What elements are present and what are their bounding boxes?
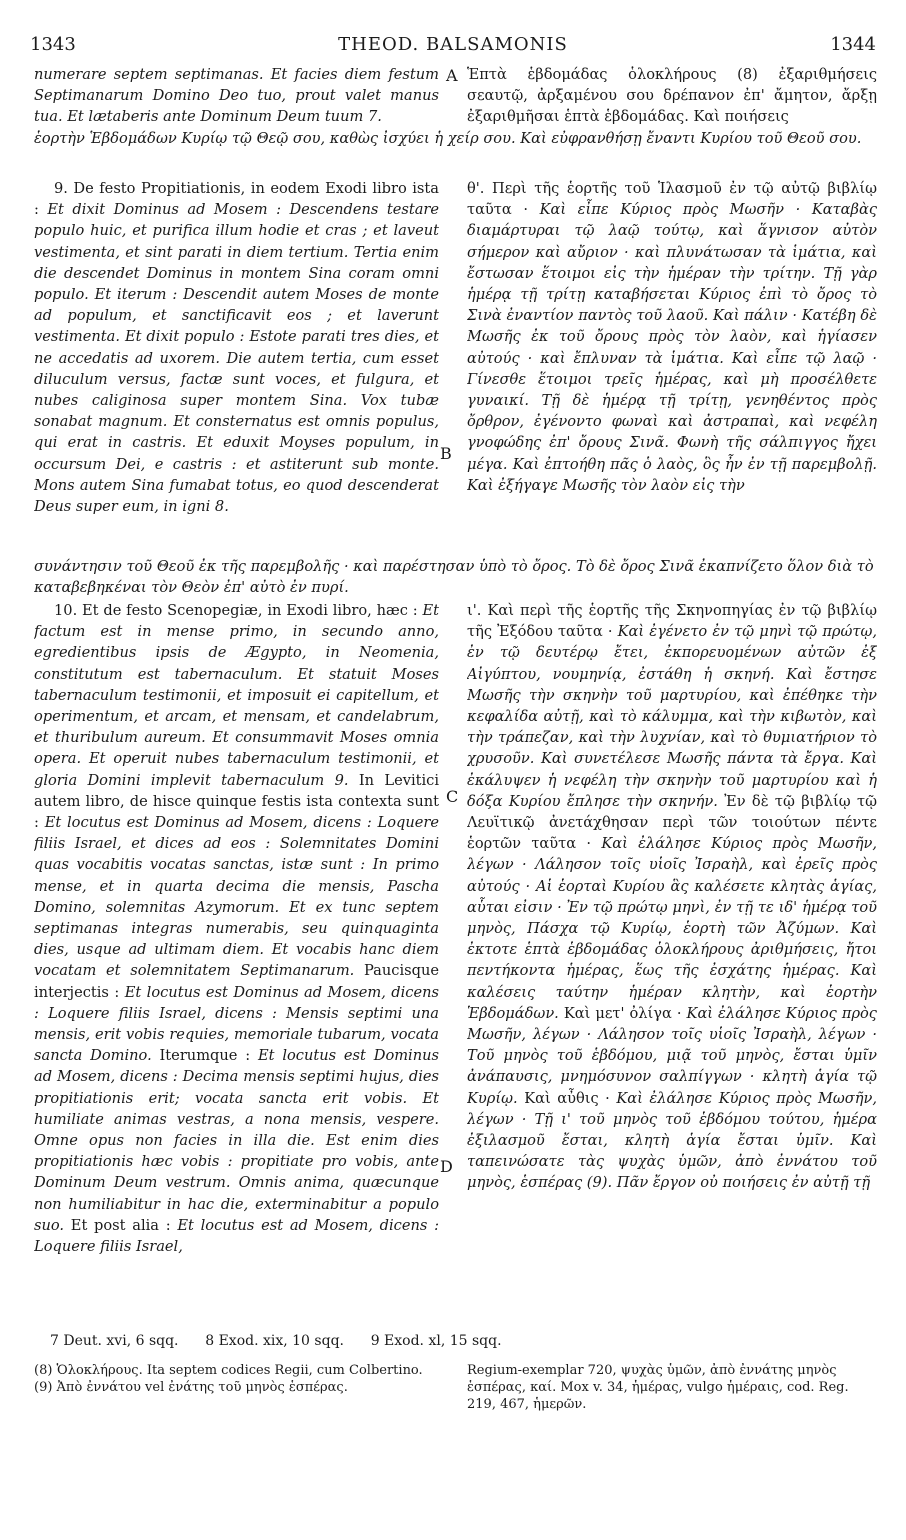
running-title: THEOD. BALSAMONIS [338, 34, 568, 55]
footnotes [50, 1333, 870, 1349]
greek-crossline-2: συνάντησιν τοῦ Θεοῦ ἐκ τῆς παρεμβολῆς · καὶ παρέστησαν ὑπὸ τὸ ὄρος. Τὸ δὲ ὄρος Σινᾶ ἐκαπνίζετο ὅλον διὰ τὸ καταβεβηκέναι τὸν Θεὸν ἐπ' αὐτὸ ἐν πυρί. [34, 558, 874, 597]
critical-notes-right: Regium-exemplar 720, ψυχὰς ὑμῶν, ἀπὸ ἐννάτης μηνὸς ἑσπέρας, καί. Mox v. 34, ἡμέρας, vulgo ἡμέραις, cod. Reg. 219, 467, ἡμερῶν. [467, 1363, 849, 1412]
latin-section-10-link-4: Et post alia : [70, 1216, 171, 1234]
footnote-8: 8 Exod. xix, 10 sqq. [205, 1333, 344, 1349]
latin-section-9-heading: 9. De festo Propitiationis, in eodem Exodi libro ista : [34, 180, 439, 219]
greek-section-10-link-2: Καὶ μετ' ὀλίγα · [563, 1004, 682, 1022]
greek-column-top [467, 64, 877, 128]
latin-section-10-text-1: Et factum est in mense primo, in secundo anno, egredientibus ipsis de Ægypto, in Neomenia, constitutum est tabernaculum. Et statuit Moses tabernaculum testimonii, et imposuit ei capitellum, et operimentum, et arcam, et mensam, et candelabrum, et thuribulum aureum. Et consummavit Moses omnia opera. Et operuit nubes tabernaculum testimonii, et gloria Domini implevit tabernaculum 9. [34, 602, 439, 789]
greek-section-10-text-1: Καὶ ἐγένετο ἐν τῷ μηνὶ τῷ πρώτῳ, ἐν τῷ δευτέρῳ ἔτει, ἐκπορευομένων αὐτῶν ἐξ Αἰγύπτου, νουμηνίᾳ, ἐστάθη ἡ σκηνή. Καὶ ἔστησε Μωσῆς τὴν σκηνὴν τοῦ μαρτυρίου, καὶ ἐπέθηκε τὴν κεφαλίδα αὐτῇ, καὶ τὸ κάλυμμα, καὶ τὴν κιβωτὸν, καὶ τὴν τράπεζαν, καὶ τὴν λυχνίαν, καὶ τὸ θυμιατήριον τὸ χρυσοῦν. Καὶ συνετέλεσε Μωσῆς πάντα τὰ ἔργα. Καὶ ἐκάλυψεν ἡ νεφέλη τὴν σκηνὴν τοῦ μαρτυρίου καὶ ἡ δόξα Κυρίου ἔπλησε τὴν σκηνήν. [467, 623, 877, 810]
greek-section-10-link-3: Καὶ αὖθις · [524, 1089, 610, 1107]
greek-column-section-9 [467, 178, 877, 556]
page-number-right: 1344 [830, 34, 876, 55]
margin-marker-a: A [446, 66, 458, 85]
greek-section-10-text-2: Καὶ ἐλάλησε Κύριος πρὸς Μωσῆν, λέγων · Λάλησον τοῖς υἱοῖς Ἰσραὴλ, καὶ ἐρεῖς πρὸς αὐτούς · Αἱ ἑορταὶ Κυρίου ἃς καλέσετε κλητὰς ἁγίας, αὗται εἰσιν · Ἐν τῷ πρώτῳ μηνὶ, ἐν τῇ τε ιδ' ἡμέρᾳ τοῦ μηνὸς, Πάσχα τῷ Κυρίῳ, ἑορτὴ τῶν Ἀζύμων. Καὶ ἐκτοτε ἑπτὰ ἑβδομάδας ὁλοκλήρους ἀριθμήσεις, ἤτοι πεντήκοντα ἡμέρας, ἕως τῆς ἐσχάτης ἡμέρας. Καὶ καλέσεις ταύτην ἡμέραν κλητὴν, καὶ ἑορτὴν Ἑβδομάδων. [467, 835, 877, 1022]
greek-column-section-10 [467, 600, 877, 1320]
greek-section-10-text-3: Καὶ ἐλάλησε Κύριος πρὸς Μωσῆν, λέγων · Λάλησον τοῖς υἱοῖς Ἰσραὴλ, λέγων · Τοῦ μηνὸς τοῦ ἑβδόμου, μιᾷ τοῦ μηνὸς, ἔσται ὑμῖν ἀνάπαυσις, μνημόσυνον σαλπίγγων · κλητὴ ἁγία τῷ Κυρίῳ. [467, 1004, 877, 1107]
greek-section-9-heading: θ'. Περὶ τῆς ἑορτῆς τοῦ Ἱλασμοῦ ἐν τῷ αὐτῷ βιβλίῳ ταῦτα · [467, 180, 877, 219]
greek-section-10-text-4: Καὶ ἐλάλησε Κύριος πρὸς Μωσῆν, λέγων · Τῇ ι' τοῦ μηνὸς τοῦ ἑβδόμου τούτου, ἡμέρα ἐξιλασμοῦ ἔσται, κλητὴ ἁγία ἔσται ὑμῖν. Καὶ ταπεινώσατε τὰς ψυχὰς ὑμῶν, ἀπὸ ἐννάτου τοῦ μηνὸς, ἑσπέρας (9). Πᾶν ἔργον οὐ ποιήσεις ἐν αὐτῇ τῇ [467, 1089, 877, 1192]
greek-section-10-link-1: Ἐν δὲ τῷ βιβλίῳ τῷ Λευϊτικῷ ἀνετάχθησαν περὶ τῶν τοιούτων πέντε ἑορτῶν ταῦτα · [467, 792, 877, 853]
latin-column-section-9 [34, 178, 439, 556]
latin-section-10-text-2: Et locutus est Dominus ad Mosem, dicens : Loquere filiis Israel, et dices ad eos : Solemnitates Domini quas vocabitis vocatas sanctas, istæ sunt : In primo mense, et in quarta decima die mensis, Pascha Domino, solemnitas Azymorum. Et ex tunc septem septimanas integras numerabis, seu quinquaginta dies, usque ad ultimam diem. Et vocabis hanc diem vocatam et solemnitatem Septimanarum. [34, 814, 439, 980]
greek-paragraph-1: Ἑπτὰ ἑβδομάδας ὁλοκλήρους (8) ἐξαριθμήσεις σεαυτῷ, ἀρξαμένου σου δρέπανον ἐπ' ἄμητον, ἄρξῃ ἐξαριθμῆσαι ἑπτὰ ἑβδομάδας. Καὶ ποιήσεις [467, 66, 877, 126]
latin-section-9-text: Et dixit Dominus ad Mosem : Descendens testare populo huic, et purifica illum hodie et cras ; et laveut vestimenta, et sint parati in diem tertium. Tertia enim die descendet Dominus in montem Sina coram omni populo. Et iterum : Descendit autem Moses de monte ad populum, et sanctificavit eos ; et laverunt vestimenta. Et dixit populo : Estote parati tres dies, et ne accedatis ad uxorem. Die autem tertia, cum esset diluculum versus, factæ sunt voces, et fulgura, et nubes caliginosa super montem Sina. Vox tubæ sonabat magnum. Et consternatus est omnis populus, qui erat in castris. Et eduxit Moyses populum, in occursum Dei, e castris : et astiterunt sub monte. Mons autem Sina fumabat totus, eo quod descenderat Deus super eum, in igni 8. [34, 201, 439, 516]
latin-column-top [34, 64, 439, 128]
margin-marker-b: B [440, 444, 452, 463]
latin-section-10-link-2: Paucisque interjectis : [34, 962, 439, 1001]
margin-marker-c: C [446, 787, 459, 806]
latin-section-10-heading: 10. Et de festo Scenopegiæ, in Exodi libro, hæc : [54, 602, 418, 619]
footnote-7: 7 Deut. xvi, 6 sqq. [50, 1333, 179, 1349]
latin-paragraph-1: numerare septem septimanas. Et facies diem festum Septimanarum Domino Deo tuo, prout valet manus tua. Et lætaberis ante Dominum Deum tuum 7. [34, 66, 439, 126]
latin-section-10-text-5: Et locutus est ad Mosem, dicens : Loquere filiis Israel, [34, 1216, 439, 1256]
latin-section-10-link-1: In Levitici autem libro, de hisce quinque festis ista contexta sunt : [34, 771, 439, 832]
critical-notes-left: (8) Ὁλοκλήρους. Ita septem codices Regii, cum Colbertino. (9) Ἀπὸ ἐννάτου vel ἐνάτης τοῦ μηνὸς ἑσπέρας. [34, 1363, 423, 1395]
latin-section-10-link-3: Iterumque : [159, 1047, 251, 1065]
latin-section-10-text-4: Et locutus est Dominus ad Mosem, dicens : Decima mensis septimi hujus, dies propitiationis erit; vocata sancta erit vobis. Et humiliate animas vestras, a nona mensis, vespere. Omne opus non facies in illa die. Est enim dies propitiationis hæc vobis : propitiate pro vobis, ante Dominum Deum vestrum. Omnis anima, quæcunque non humiliabitur in hac die, exterminabitur a populo suo. [34, 1047, 439, 1234]
page-header [30, 34, 876, 58]
greek-section-9-text: Καὶ εἶπε Κύριος πρὸς Μωσῆν · Καταβὰς διαμάρτυραι τῷ λαῷ τούτῳ, καὶ ἅγνισον αὐτὸν σήμερον καὶ αὔριον · καὶ πλυνάτωσαν τὰ ἱμάτια, καὶ ἔστωσαν ἕτοιμοι εἰς τὴν ἡμέραν τὴν τρίτην. Τῇ γὰρ ἡμέρᾳ τῇ τρίτῃ καταβήσεται Κύριος ἐπὶ τὸ ὄρος τὸ Σινὰ ἐναντίον παντὸς τοῦ λαοῦ. Καὶ πάλιν · Κατέβη δὲ Μωσῆς ἐκ τοῦ ὄρους πρὸς τὸν λαὸν, καὶ ἡγίασεν αὐτούς · καὶ ἔπλυναν τὰ ἱμάτια. Καὶ εἶπε τῷ λαῷ · Γίνεσθε ἕτοιμοι τρεῖς ἡμέρας, καὶ μὴ προσέλθετε γυναικί. Τῇ δὲ ἡμέρᾳ τῇ τρίτῃ, γενηθέντος πρὸς ὄρθρον, ἐγένοντο φωναὶ καὶ ἀστραπαὶ, καὶ νεφέλη γνοφώδης ἐπ' ὄρους Σινᾶ. Φωνὴ τῆς σάλπιγγος ἤχει μέγα. Καὶ ἐπτοήθη πᾶς ὁ λαὸς, ὃς ἦν ἐν τῇ παρεμβολῇ. Καὶ ἐξήγαγε Μωσῆς τὸν λαὸν εἰς τὴν [467, 201, 877, 494]
greek-crossline-1: ἑορτὴν Ἑβδομάδων Κυρίῳ τῷ Θεῷ σου, καθὼς ἰσχύει ἡ χείρ σου. Καὶ εὐφρανθήσῃ ἔναντι Κυρίου τοῦ Θεοῦ σου. [34, 130, 862, 147]
margin-marker-d: D [440, 1157, 453, 1176]
latin-column-section-10 [34, 600, 439, 1320]
latin-section-10-text-3: Et locutus est Dominus ad Mosem, dicens : Loquere filiis Israel, dicens : Mensis septimi una mensis, erit vobis requies, memoriale tubarum, vocata sancta Domino. [34, 983, 439, 1065]
page-number-left: 1343 [30, 34, 76, 55]
greek-section-10-heading: ι'. Καὶ περὶ τῆς ἑορτῆς τῆς Σκηνοπηγίας ἐν τῷ βιβλίῳ τῆς Ἐξόδου ταῦτα · [467, 602, 877, 641]
footnote-9: 9 Exod. xl, 15 sqq. [370, 1333, 502, 1349]
